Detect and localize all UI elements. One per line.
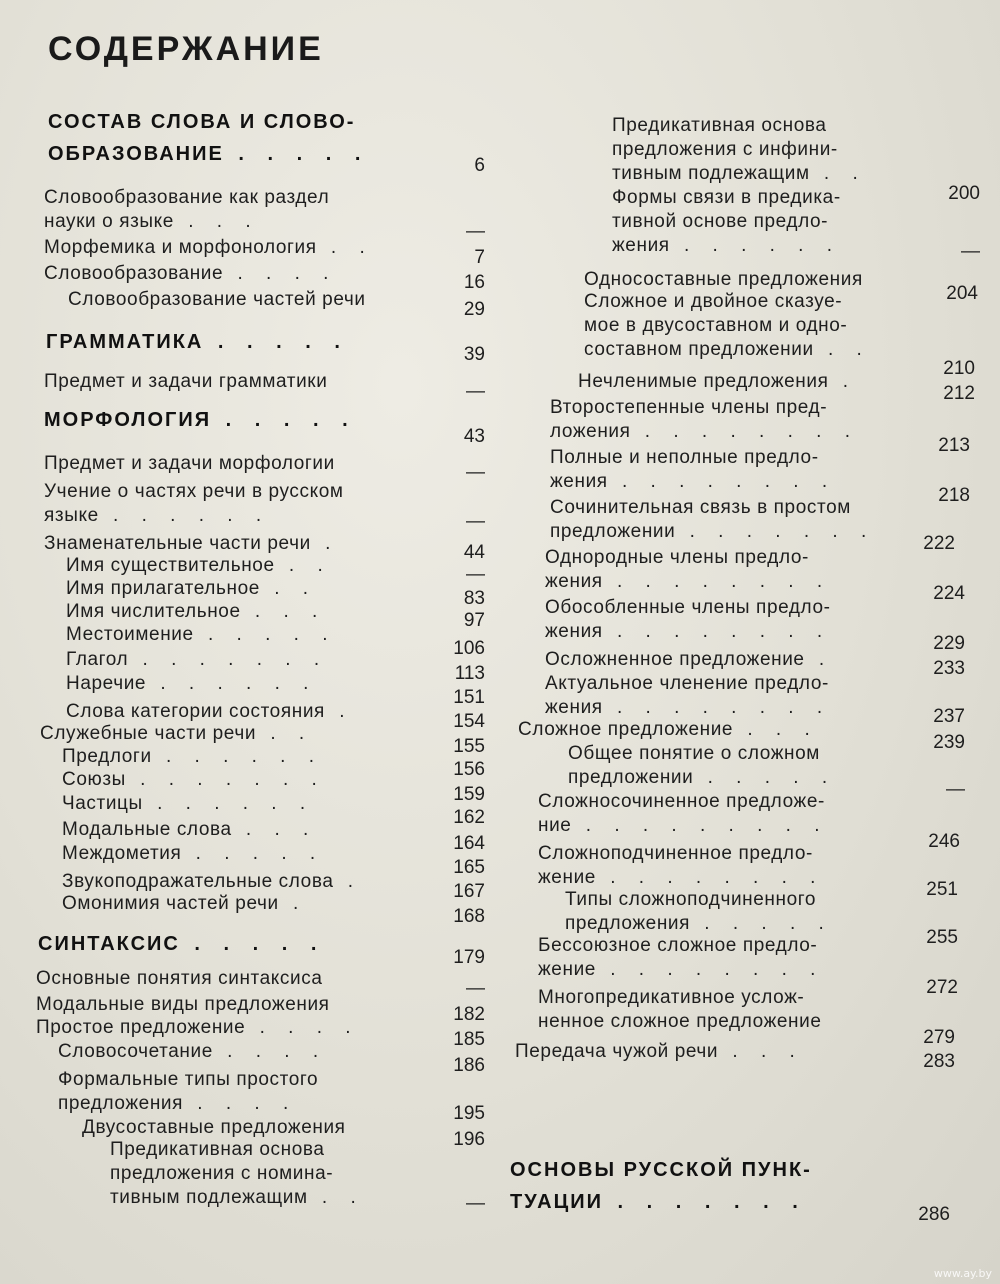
toc-entry[interactable] bbox=[36, 967, 323, 991]
toc-entry-title: Местоимение bbox=[66, 624, 194, 645]
toc-entry-title: ГРАММАТИКА bbox=[46, 331, 204, 353]
toc-page-number: — bbox=[466, 511, 485, 532]
toc-page-number: 212 bbox=[943, 383, 975, 404]
toc-entry[interactable] bbox=[62, 768, 326, 792]
toc-leader-dots: . . . . . . . bbox=[602, 1191, 807, 1213]
toc-leader-dots: . . . . . bbox=[223, 143, 370, 165]
toc-entry[interactable] bbox=[36, 1016, 360, 1040]
toc-page-number: — bbox=[466, 564, 485, 585]
toc-entry[interactable] bbox=[545, 648, 833, 672]
toc-leader-dots: . bbox=[278, 893, 308, 914]
toc-entry-title-cont: тивным подлежащим bbox=[110, 1187, 308, 1208]
toc-page-number: 272 bbox=[926, 977, 958, 998]
toc-leader-dots: . . . . . . . bbox=[675, 521, 876, 542]
toc-leader-dots: . . . . . bbox=[193, 624, 337, 645]
toc-entry-title: Словообразование частей речи bbox=[68, 289, 366, 310]
toc-entry-title-cont: науки о языке bbox=[44, 211, 174, 232]
toc-entry-title-cont: предложения bbox=[565, 913, 691, 934]
toc-leader-dots: . . . bbox=[733, 719, 819, 740]
toc-entry-title: Учение о частях речи в русском bbox=[44, 481, 344, 502]
toc-page-number: 200 bbox=[948, 183, 980, 204]
toc-page-number: 213 bbox=[938, 435, 970, 456]
toc-page-number: 222 bbox=[923, 533, 955, 554]
toc-leader-dots: . . . . . bbox=[690, 913, 833, 934]
toc-entry[interactable] bbox=[612, 186, 841, 258]
toc-entry[interactable] bbox=[612, 114, 867, 186]
toc-entry[interactable] bbox=[538, 934, 824, 982]
toc-entry[interactable] bbox=[550, 446, 836, 494]
toc-page-number: 113 bbox=[454, 663, 485, 684]
toc-leader-dots: . . . . . . bbox=[146, 673, 318, 694]
toc-entry[interactable] bbox=[44, 186, 329, 234]
toc-entry[interactable] bbox=[518, 718, 819, 742]
toc-entry-title: Служебные части речи bbox=[40, 723, 257, 744]
toc-page-number: — bbox=[466, 381, 485, 402]
toc-section-heading[interactable] bbox=[510, 1158, 812, 1214]
toc-entry-title: Предлоги bbox=[62, 746, 152, 767]
toc-entry[interactable] bbox=[44, 480, 344, 528]
toc-page-number: 43 bbox=[463, 426, 485, 447]
toc-entry-title: Передача чужой речи bbox=[515, 1041, 719, 1062]
toc-entry-title: Глагол bbox=[66, 649, 129, 670]
toc-page-number: 39 bbox=[463, 344, 485, 365]
toc-entry[interactable] bbox=[66, 623, 336, 647]
page-title: СОДЕРЖАНИЕ bbox=[48, 30, 324, 68]
toc-page-number: 251 bbox=[926, 879, 958, 900]
toc-page-number: 196 bbox=[453, 1129, 485, 1150]
toc-leader-dots: . . . . . . bbox=[669, 235, 842, 256]
toc-leader-dots: . . bbox=[256, 723, 314, 744]
toc-leader-dots: . . . . . bbox=[179, 933, 326, 955]
toc-leader-dots: . . . . . . . . bbox=[602, 621, 832, 642]
toc-entry[interactable] bbox=[578, 370, 857, 394]
toc-entry-title-cont: жения bbox=[550, 471, 608, 492]
toc-leader-dots: . bbox=[310, 533, 340, 554]
toc-page-number: 286 bbox=[918, 1204, 950, 1225]
toc-page-number: — bbox=[466, 1193, 485, 1214]
toc-page-number: 83 bbox=[463, 588, 485, 609]
toc-entry-title: Сложное предложение bbox=[518, 719, 734, 740]
toc-leader-dots: . . . . . bbox=[181, 843, 325, 864]
toc-entry-title: Предикативная основа bbox=[612, 115, 827, 136]
toc-entry-title-cont: составном предложении bbox=[584, 339, 814, 360]
toc-leader-dots: . . . bbox=[173, 211, 260, 232]
toc-leader-dots: . . bbox=[813, 339, 871, 360]
toc-entry-title: Актуальное членение предло- bbox=[545, 673, 829, 694]
toc-entry[interactable] bbox=[68, 288, 366, 312]
toc-entry-title: СОСТАВ СЛОВА И СЛОВО- bbox=[48, 111, 356, 133]
toc-entry[interactable] bbox=[515, 1040, 804, 1064]
toc-entry-title: Сложноподчиненное предло- bbox=[538, 843, 813, 864]
toc-section-heading[interactable] bbox=[44, 408, 357, 432]
toc-entry-title: Общее понятие о сложном bbox=[568, 743, 820, 764]
toc-page-number: 185 bbox=[453, 1029, 485, 1050]
toc-page-number: 151 bbox=[453, 687, 485, 708]
toc-leader-dots: . . . . . . . bbox=[125, 769, 326, 790]
toc-entry[interactable] bbox=[62, 892, 307, 916]
toc-entry[interactable] bbox=[66, 554, 332, 578]
toc-entry-title: Осложненное предложение bbox=[545, 649, 805, 670]
watermark: www.ay.by bbox=[933, 1267, 992, 1280]
toc-entry[interactable] bbox=[66, 672, 317, 696]
toc-entry-title-cont: ненное сложное предложение bbox=[538, 1011, 822, 1032]
toc-page-number: 154 bbox=[453, 711, 485, 732]
toc-page-number: 195 bbox=[453, 1103, 485, 1124]
toc-entry[interactable] bbox=[66, 700, 353, 724]
toc-entry-title: Полные и неполные предло- bbox=[550, 447, 819, 468]
toc-page-number: 159 bbox=[453, 784, 485, 805]
toc-entry[interactable] bbox=[545, 596, 831, 644]
toc-entry[interactable] bbox=[550, 396, 859, 444]
toc-entry[interactable] bbox=[62, 870, 362, 894]
toc-entry-title-cont: языке bbox=[44, 505, 99, 526]
toc-entry[interactable] bbox=[568, 742, 836, 790]
toc-entry-title: Нечленимые предложения bbox=[578, 371, 829, 392]
toc-entry[interactable] bbox=[66, 648, 328, 672]
toc-entry-title: Двусоставные предложения bbox=[82, 1117, 346, 1138]
toc-page-number: 167 bbox=[453, 881, 485, 902]
toc-entry-title: Односоставные предложения bbox=[584, 269, 863, 290]
toc-entry-title: Многопредикативное услож- bbox=[538, 987, 805, 1008]
toc-leader-dots: . . . . . . . . bbox=[595, 867, 825, 888]
toc-page-number: 97 bbox=[463, 610, 485, 631]
toc-leader-dots: . . . bbox=[231, 819, 318, 840]
toc-page-number: 7 bbox=[474, 247, 485, 268]
toc-entry[interactable] bbox=[44, 236, 374, 260]
toc-entry[interactable] bbox=[66, 600, 326, 624]
toc-entry-title: Имя существительное bbox=[66, 555, 275, 576]
toc-entry[interactable] bbox=[110, 1138, 365, 1210]
toc-entry[interactable] bbox=[565, 888, 833, 936]
toc-leader-dots: . . bbox=[316, 237, 374, 258]
toc-entry-title: Сложное и двойное сказуе- bbox=[584, 291, 843, 312]
toc-page-number: 204 bbox=[946, 283, 978, 304]
toc-entry-title-cont: предложении bbox=[550, 521, 676, 542]
toc-entry[interactable] bbox=[545, 672, 831, 720]
toc-entry[interactable] bbox=[44, 370, 327, 394]
toc-entry-title-cont: тивной основе предло- bbox=[612, 211, 829, 232]
toc-page-number: — bbox=[466, 978, 485, 999]
toc-leader-dots: . . . . . . bbox=[142, 793, 315, 814]
toc-entry[interactable] bbox=[44, 452, 335, 476]
toc-leader-dots: . . . . bbox=[245, 1017, 360, 1038]
toc-leader-dots: . . . . . . . . bbox=[602, 571, 832, 592]
toc-leader-dots: . . . . . . . . bbox=[607, 471, 837, 492]
toc-entry-title: Однородные члены предло- bbox=[545, 547, 809, 568]
toc-entry-title-cont: тивным подлежащим bbox=[612, 163, 810, 184]
toc-entry-title: Модальные слова bbox=[62, 819, 232, 840]
toc-entry[interactable] bbox=[58, 1040, 327, 1064]
toc-entry-title-cont: жения bbox=[612, 235, 670, 256]
toc-entry-title-cont: жения bbox=[545, 697, 603, 718]
toc-page-number: — bbox=[466, 462, 485, 483]
toc-page-number: 218 bbox=[938, 485, 970, 506]
toc-entry[interactable] bbox=[584, 268, 863, 292]
toc-entry-title: Второстепенные члены пред- bbox=[550, 397, 828, 418]
toc-page-number: 165 bbox=[453, 857, 485, 878]
toc-entry-title-cont: ложения bbox=[550, 421, 631, 442]
toc-entry-title: Типы сложноподчиненного bbox=[565, 889, 817, 910]
toc-entry-title-cont: предложения с номина- bbox=[110, 1163, 334, 1184]
toc-page-number: 283 bbox=[923, 1051, 955, 1072]
toc-page-number: 162 bbox=[453, 807, 485, 828]
toc-entry-title: Бессоюзное сложное предло- bbox=[538, 935, 818, 956]
toc-section-heading[interactable] bbox=[48, 110, 369, 166]
toc-entry-title-cont: предложении bbox=[568, 767, 694, 788]
toc-leader-dots: . bbox=[804, 649, 834, 670]
toc-page-number: 164 bbox=[453, 833, 485, 854]
toc-leader-dots: . . . . . . bbox=[98, 505, 271, 526]
toc-entry-title-cont: жение bbox=[538, 959, 596, 980]
toc-leader-dots: . . . . bbox=[212, 1041, 328, 1062]
toc-entry[interactable] bbox=[550, 496, 875, 544]
toc-page-number: 179 bbox=[453, 947, 485, 968]
toc-entry-title-cont: мое в двусоставном и одно- bbox=[584, 315, 848, 336]
toc-entry-title: Наречие bbox=[66, 673, 147, 694]
toc-entry-title: Словообразование как раздел bbox=[44, 187, 330, 208]
toc-entry[interactable] bbox=[538, 790, 829, 838]
toc-page-number: 224 bbox=[933, 583, 965, 604]
toc-page-number: 279 bbox=[923, 1027, 955, 1048]
toc-entry-title: Предикативная основа bbox=[110, 1139, 325, 1160]
toc-entry-title-cont: ние bbox=[538, 815, 572, 836]
toc-leader-dots: . . . . . . bbox=[151, 746, 324, 767]
toc-leader-dots: . . . . bbox=[183, 1093, 298, 1114]
toc-leader-dots: . . . . . bbox=[693, 767, 837, 788]
toc-entry-title: Словообразование bbox=[44, 263, 224, 284]
toc-leader-dots: . . . . . . . . bbox=[602, 697, 832, 718]
toc-page-number: 106 bbox=[453, 638, 485, 659]
toc-leader-dots: . . . . . bbox=[203, 331, 349, 353]
toc-page-number: 6 bbox=[474, 155, 485, 176]
toc-entry-title: Омонимия частей речи bbox=[62, 893, 279, 914]
toc-entry-title: МОРФОЛОГИЯ bbox=[44, 409, 212, 431]
toc-page-number: 29 bbox=[463, 299, 485, 320]
toc-leader-dots: . . bbox=[259, 578, 318, 599]
toc-page-number: 182 bbox=[453, 1004, 485, 1025]
toc-page-number: 237 bbox=[933, 706, 965, 727]
toc-page-number: 229 bbox=[933, 633, 965, 654]
toc-leader-dots: . . . bbox=[718, 1041, 804, 1062]
toc-page-number: 168 bbox=[453, 906, 485, 927]
toc-entry[interactable] bbox=[36, 993, 330, 1017]
toc-entry-title-cont: жения bbox=[545, 621, 603, 642]
toc-entry-title: Формы связи в предика- bbox=[612, 187, 841, 208]
toc-entry-title: Знаменательные части речи bbox=[44, 533, 311, 554]
toc-leader-dots: . bbox=[333, 871, 363, 892]
toc-entry-title: Слова категории состояния bbox=[66, 701, 325, 722]
toc-section-heading[interactable] bbox=[38, 932, 325, 956]
toc-entry-title: Простое предложение bbox=[36, 1017, 246, 1038]
toc-entry-title: Основные понятия синтаксиса bbox=[36, 968, 323, 989]
toc-entry-title: Сочинительная связь в простом bbox=[550, 497, 851, 518]
toc-leader-dots: . . . . . . . . bbox=[595, 959, 825, 980]
toc-entry-title: Частицы bbox=[62, 793, 143, 814]
toc-entry[interactable] bbox=[62, 842, 324, 866]
toc-entry-title: Модальные виды предложения bbox=[36, 994, 330, 1015]
toc-entry[interactable] bbox=[545, 546, 831, 594]
toc-entry-title: Имя числительное bbox=[66, 601, 241, 622]
toc-entry[interactable] bbox=[62, 792, 314, 816]
toc-leader-dots: . . . . bbox=[223, 263, 338, 284]
toc-leader-dots: . . . . . bbox=[211, 409, 357, 431]
toc-leader-dots: . . bbox=[307, 1187, 365, 1208]
toc-entry[interactable] bbox=[82, 1116, 346, 1140]
toc-page-number: — bbox=[466, 221, 485, 242]
toc-page-number: 246 bbox=[928, 831, 960, 852]
toc-entry-title-cont: жения bbox=[545, 571, 603, 592]
toc-leader-dots: . . . . . . . . bbox=[630, 421, 859, 442]
toc-entry-title: Сложносочиненное предложе- bbox=[538, 791, 825, 812]
toc-entry[interactable] bbox=[584, 290, 871, 362]
toc-entry-title: Предмет и задачи морфологии bbox=[44, 453, 335, 474]
toc-page-number: 44 bbox=[463, 542, 485, 563]
toc-entry[interactable] bbox=[62, 745, 323, 769]
toc-entry-title: Морфемика и морфонология bbox=[44, 237, 317, 258]
toc-entry-title-cont: ОБРАЗОВАНИЕ bbox=[48, 143, 224, 165]
toc-entry-title: Словосочетание bbox=[58, 1041, 213, 1062]
toc-leader-dots: . . . . . . . bbox=[128, 649, 329, 670]
toc-entry-title-cont: предложения с инфини- bbox=[612, 139, 838, 160]
toc-entry[interactable] bbox=[538, 842, 824, 890]
toc-entry-title-cont: жение bbox=[538, 867, 596, 888]
toc-leader-dots: . . bbox=[274, 555, 332, 576]
toc-leader-dots: . . . bbox=[240, 601, 327, 622]
toc-page-number: — bbox=[946, 779, 965, 800]
toc-leader-dots: . . . . . . . . . bbox=[571, 815, 829, 836]
toc-page-number: 16 bbox=[463, 272, 485, 293]
toc-page-number: 155 bbox=[453, 736, 485, 757]
toc-page-number: — bbox=[961, 241, 980, 262]
toc-page-number: 255 bbox=[926, 927, 958, 948]
toc-entry[interactable] bbox=[40, 722, 313, 746]
toc-entry-title: Имя прилагательное bbox=[66, 578, 260, 599]
toc-entry-title: Предмет и задачи грамматики bbox=[44, 371, 328, 392]
toc-entry[interactable] bbox=[66, 577, 317, 601]
toc-page-number: 186 bbox=[453, 1055, 485, 1076]
toc-entry-title-cont: ТУАЦИИ bbox=[510, 1191, 603, 1213]
toc-leader-dots: . bbox=[828, 371, 858, 392]
toc-section-heading[interactable] bbox=[46, 330, 349, 354]
toc-entry-title: Звукоподражательные слова bbox=[62, 871, 334, 892]
toc-leader-dots: . . bbox=[809, 163, 867, 184]
toc-page-number: 239 bbox=[933, 732, 965, 753]
toc-entry-title: ОСНОВЫ РУССКОЙ ПУНК- bbox=[510, 1159, 812, 1181]
toc-entry-title: Формальные типы простого bbox=[58, 1069, 319, 1090]
toc-entry[interactable] bbox=[538, 986, 822, 1034]
toc-entry[interactable] bbox=[44, 262, 337, 286]
toc-entry-title: Союзы bbox=[62, 769, 126, 790]
toc-entry[interactable] bbox=[58, 1068, 318, 1116]
toc-entry-title: Междометия bbox=[62, 843, 182, 864]
toc-page-number: 210 bbox=[943, 358, 975, 379]
toc-page-number: 233 bbox=[933, 658, 965, 679]
toc-entry-title: СИНТАКСИС bbox=[38, 933, 180, 955]
toc-page-number: 156 bbox=[453, 759, 485, 780]
toc-entry-title: Обособленные члены предло- bbox=[545, 597, 831, 618]
toc-entry[interactable] bbox=[44, 532, 339, 556]
toc-entry[interactable] bbox=[62, 818, 317, 842]
toc-leader-dots: . bbox=[324, 701, 354, 722]
toc-entry-title-cont: предложения bbox=[58, 1093, 184, 1114]
